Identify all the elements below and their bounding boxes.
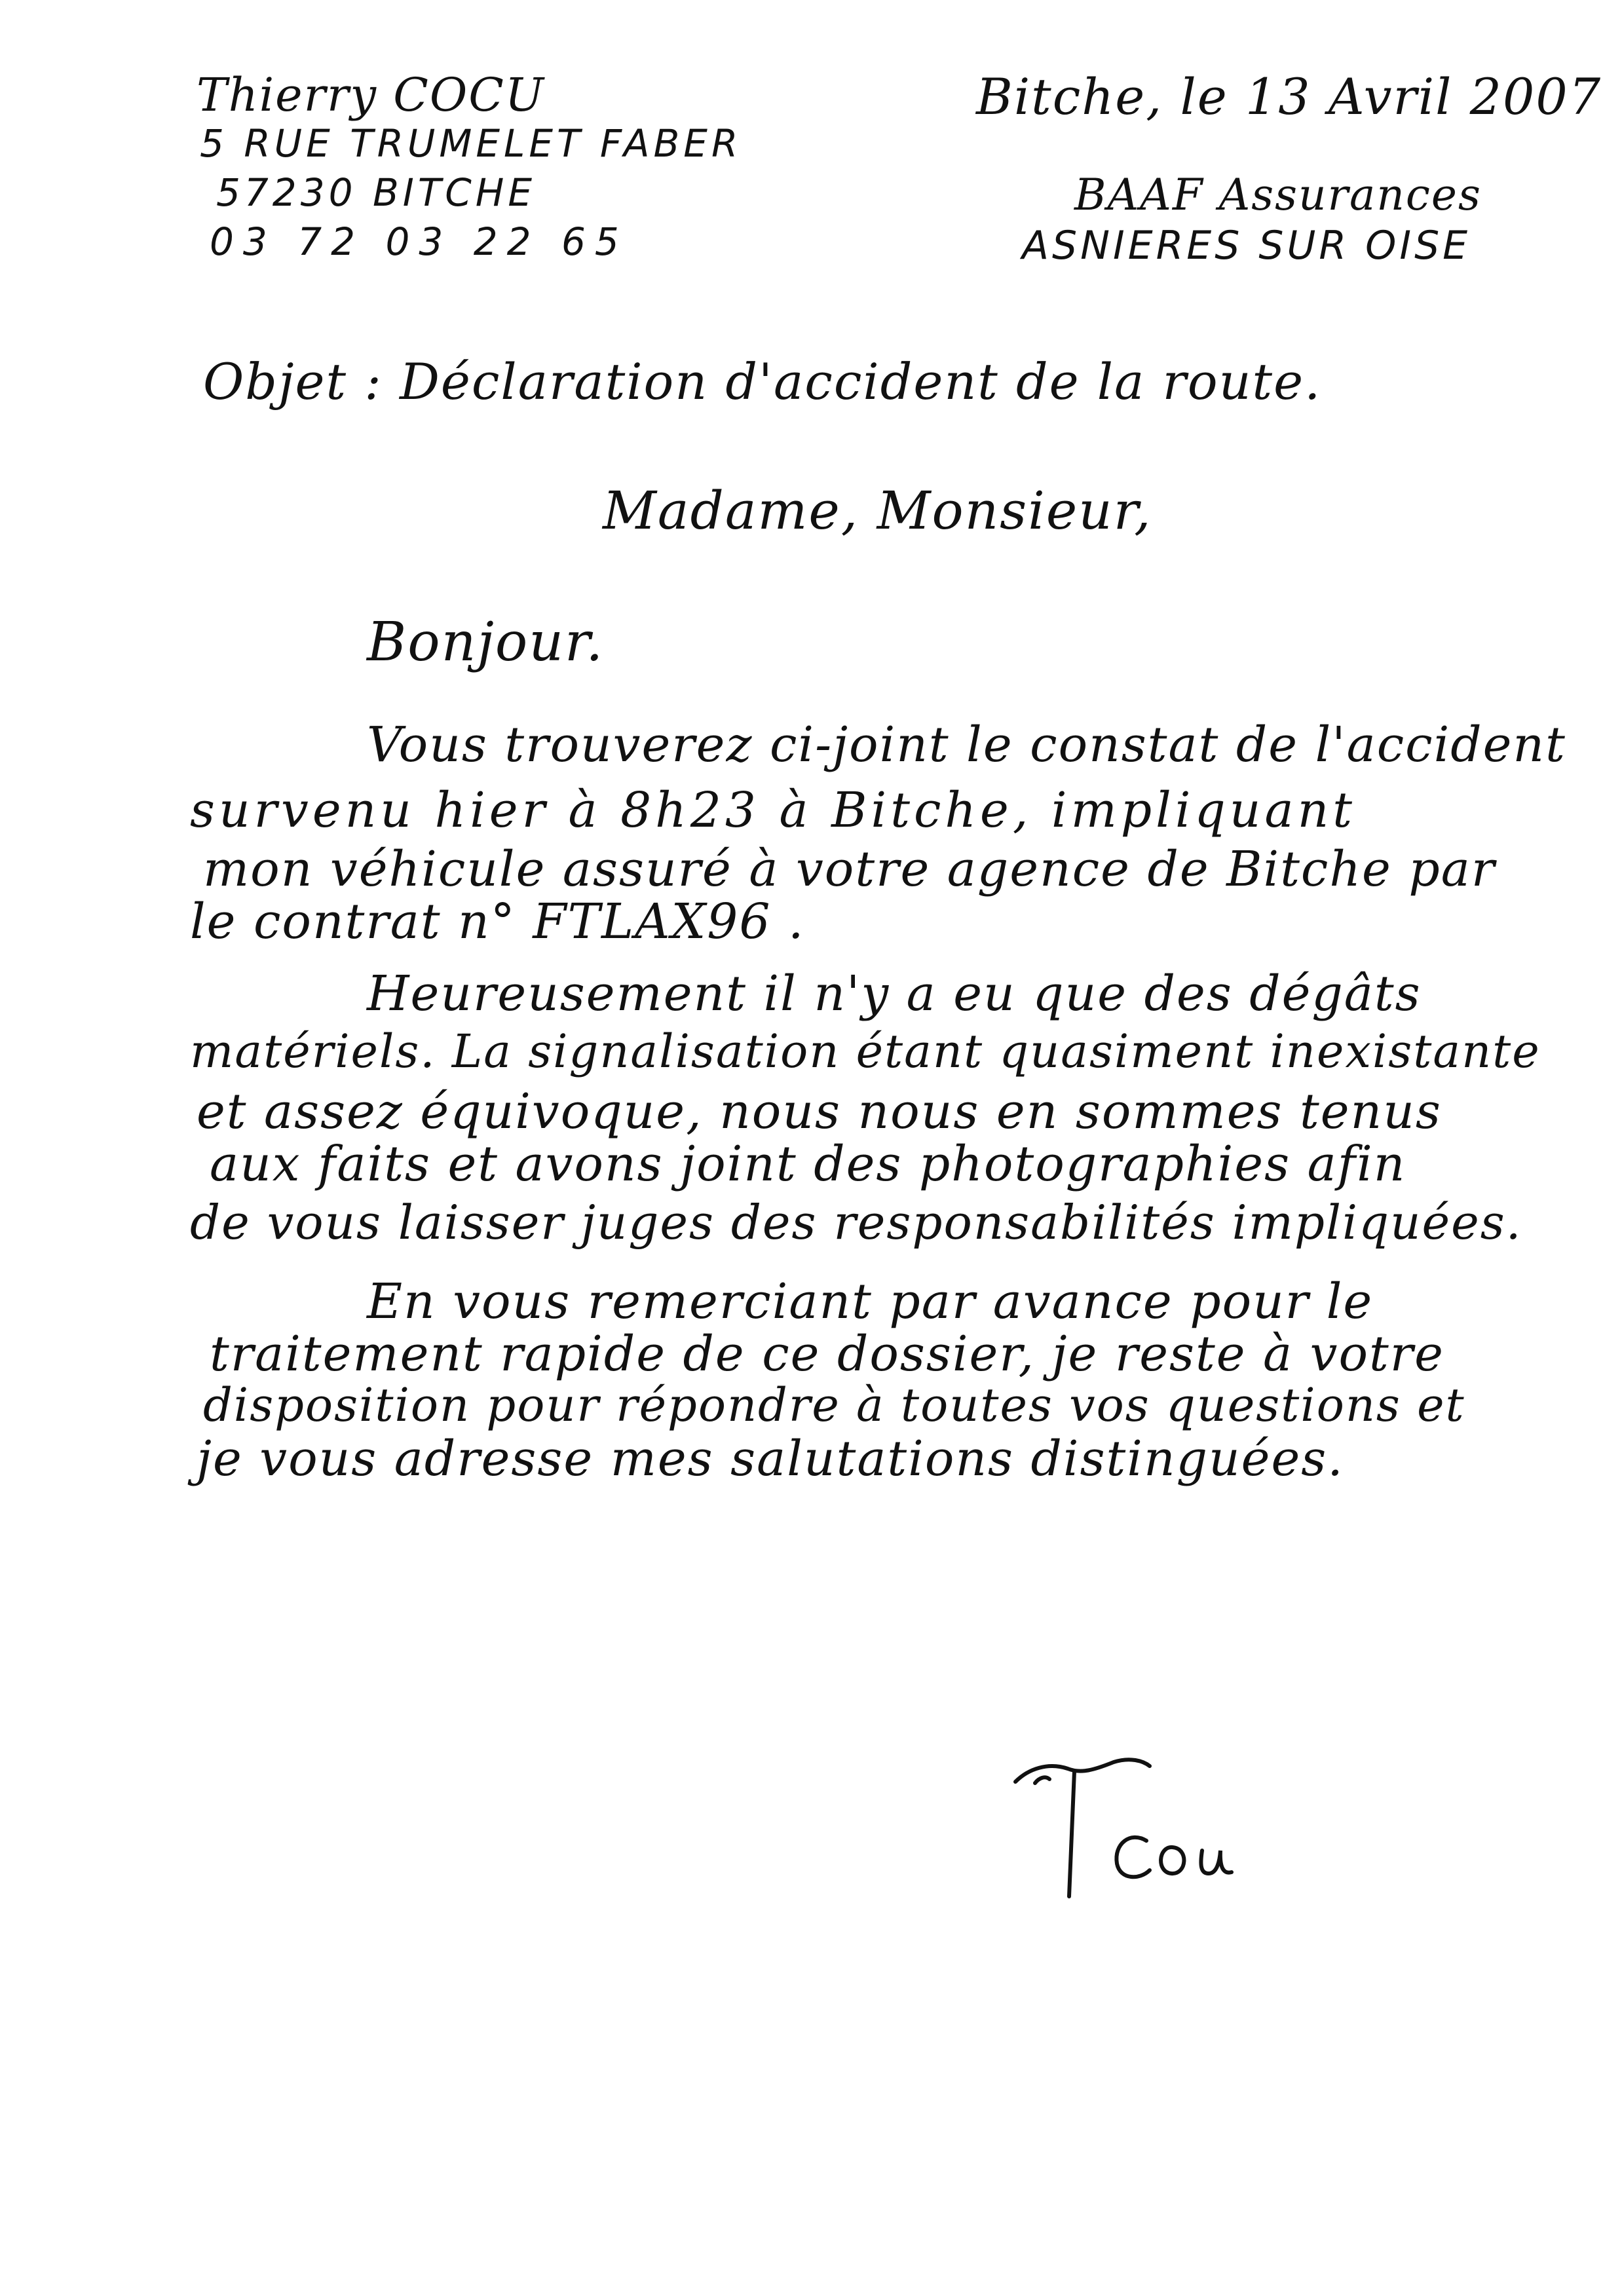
paragraph-line: et assez équivoque, nous nous en sommes tenus	[197, 1083, 1442, 1140]
paragraph-line: je vous adresse mes salutations distinguées.	[197, 1431, 1344, 1487]
paragraph-line: le contrat n° FTLAX96 .	[190, 894, 805, 950]
sender-phone: 03 72 03 22 65	[210, 219, 628, 264]
paragraph-line: disposition pour répondre à toutes vos questions et	[203, 1378, 1465, 1432]
paragraph-line: Heureusement il n'y a eu que des dégâts	[367, 966, 1422, 1022]
salutation: Madame, Monsieur,	[603, 480, 1152, 541]
paragraph-line: En vous remerciant par avance pour le	[367, 1273, 1374, 1330]
paragraph-line: de vous laisser juges des responsabilités impliquées.	[190, 1195, 1522, 1250]
recipient-company: BAAF Assurances	[1074, 170, 1482, 220]
paragraph-line: survenu hier à 8h23 à Bitche, impliquant	[190, 782, 1356, 838]
subject-line: Objet : Déclaration d'accident de la route.	[203, 352, 1322, 411]
greeting: Bonjour.	[367, 611, 605, 673]
sender-name: Thierry COCU	[197, 68, 545, 122]
paragraph-line: Vous trouverez ci-joint le constat de l'accident	[367, 717, 1566, 773]
paragraph-line: mon véhicule assuré à votre agence de Bitche par	[203, 841, 1496, 897]
place-date: Bitche, le 13 Avril 2007	[976, 67, 1602, 126]
paragraph-line: aux faits et avons joint des photographies afin	[210, 1136, 1406, 1192]
sender-city: 57230 BITCHE	[216, 170, 537, 215]
recipient-city: ASNIERES SUR OISE	[1022, 223, 1471, 269]
signature	[1009, 1742, 1284, 1913]
sender-street: 5 RUE TRUMELET FABER	[200, 121, 742, 166]
paragraph-line: matériels. La signalisation étant quasiment inexistante	[190, 1025, 1541, 1078]
paragraph-line: traitement rapide de ce dossier, je reste à votre	[210, 1326, 1444, 1382]
signature-drawing	[1009, 1742, 1284, 1913]
